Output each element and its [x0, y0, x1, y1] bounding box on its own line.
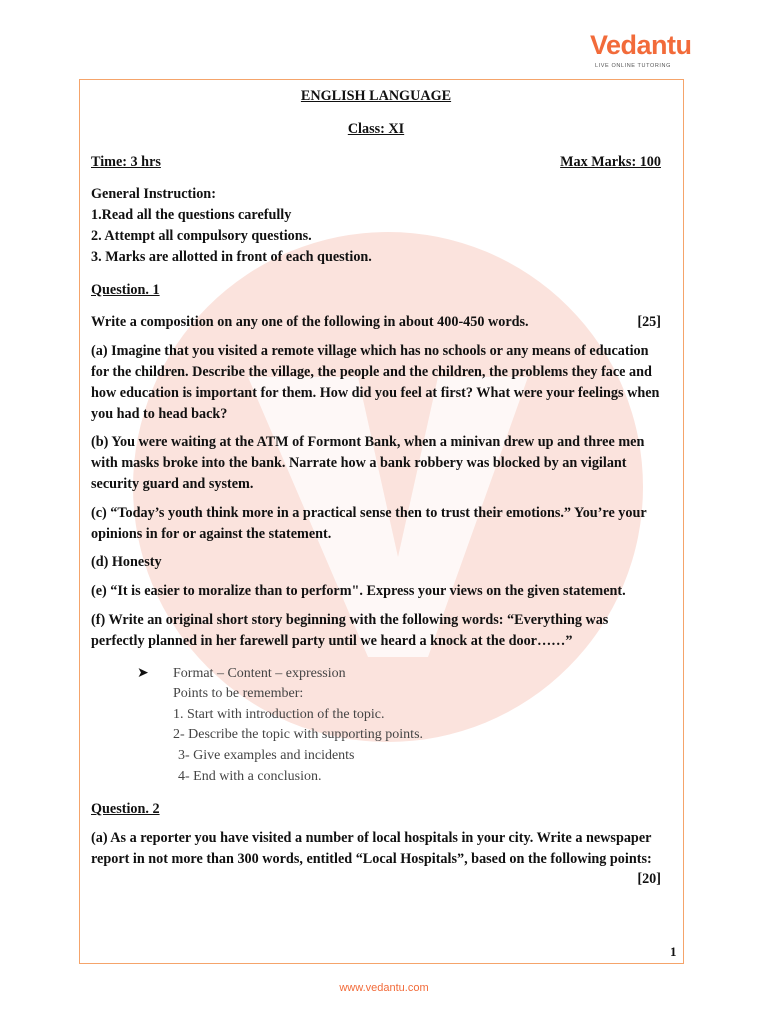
question-option: (b) You were waiting at the ATM of Formont Bank, when a minivan drew up and three men with masks broke into the bank. Narrate how a bank robbery was blocked by an vigilant security guard and system. [91, 434, 645, 492]
guidelines-list [137, 664, 661, 788]
question-2-heading: Question. 2 [91, 801, 160, 818]
point-item: 2- Describe the topic with supporting points. [173, 727, 424, 743]
instruction-item: 2. Attempt all compulsory questions. [91, 227, 312, 244]
question-2-body: (a) As a reporter you have visited a number of local hospitals in your city. Write a newspaper report in not more than 300 words, entitled “Local Hospitals”, based on the following points: [91, 829, 652, 867]
question-2-marks: [20] [637, 871, 661, 888]
logo-wordmark: Vedantu [590, 30, 692, 60]
question-1-prompt: Write a composition on any one of the following in about 400-450 words. [91, 314, 529, 331]
instruction-item: 1.Read all the questions carefully [91, 207, 292, 224]
points-heading: Points to be remember: [173, 686, 304, 702]
question-option: (e) “It is easier to moralize than to perform". Express your views on the given statement. [91, 583, 626, 600]
point-item: 1. Start with introduction of the topic. [173, 706, 385, 722]
question-2-text [91, 828, 661, 888]
question-1-heading: Question. 1 [91, 281, 160, 298]
max-marks-label: Max Marks: 100 [560, 153, 661, 170]
question-1-prompt-row [91, 312, 661, 333]
question-option: (c) “Today’s youth think more in a practical sense then to trust their emotions.” You’re your opinions in for or against the statement. [91, 504, 647, 542]
page-number: 1 [670, 944, 677, 959]
instructions-heading: General Instruction: [91, 186, 216, 203]
footer-website: www.vedantu.com [339, 982, 429, 994]
arrow-bullet-icon: ➤ [137, 665, 149, 681]
time-label: Time: 3 hrs [91, 153, 161, 170]
vedantu-logo [590, 30, 692, 70]
time-marks-row [91, 152, 661, 173]
class-label: Class: XI [347, 120, 405, 137]
question-option: (d) Honesty [91, 554, 162, 571]
question-option: (f) Write an original short story beginning with the following words: “Everything was perfectly planned in her farewell party until we heard a knock at the door……” [91, 611, 609, 649]
paper-title: ENGLISH LANGUAGE [300, 88, 452, 104]
guideline-head: Format – Content – expression [173, 665, 346, 681]
question-paper [91, 86, 661, 890]
question-option: (a) Imagine that you visited a remote village which has no schools or any means of education for the children. Describe the village, the people and the children, the problems they face and how education is important for them. How did you feel at first? What were your feelings when you had to head back? [91, 343, 660, 422]
question-1-marks: [25] [637, 314, 661, 331]
logo-tagline: LIVE ONLINE TUTORING [595, 63, 671, 69]
point-item: 3- Give examples and incidents [178, 747, 355, 763]
point-item: 4- End with a conclusion. [178, 768, 322, 784]
instruction-item: 3. Marks are allotted in front of each question. [91, 248, 372, 265]
